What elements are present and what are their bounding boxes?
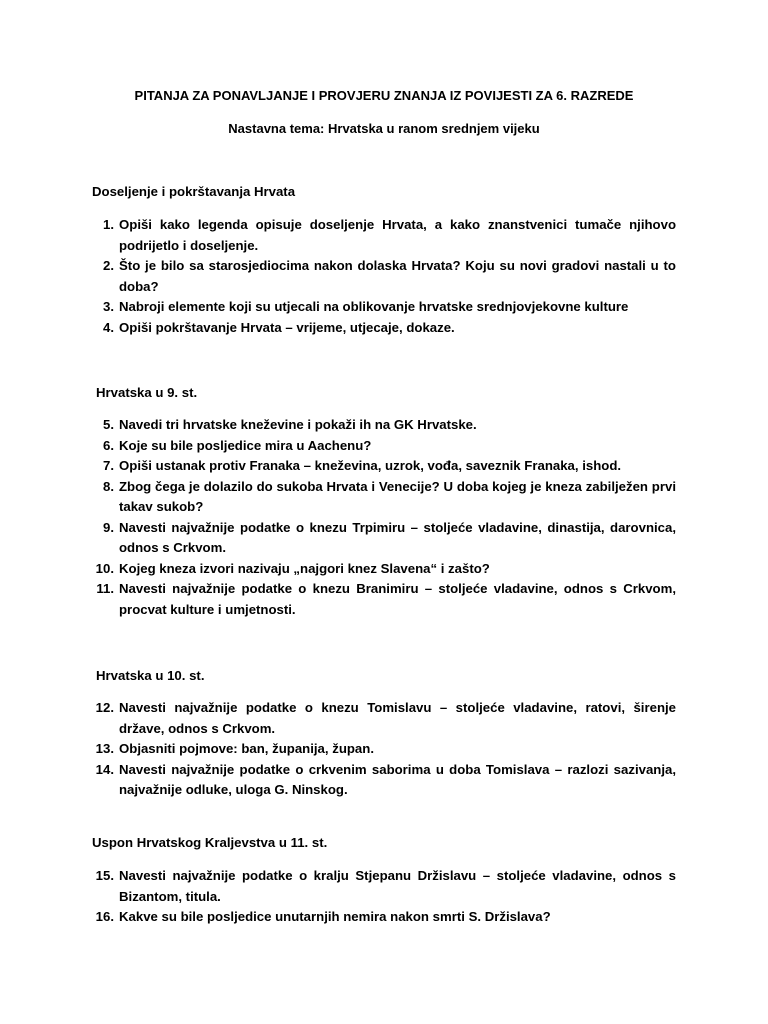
- item-number: 8.: [103, 478, 114, 494]
- list-item: [92, 559, 676, 580]
- item-number: 14.: [95, 761, 114, 777]
- item-text: Opiši pokrštavanje Hrvata – vrijeme, utjecaje, dokaze.: [119, 319, 455, 335]
- item-number: 10.: [95, 560, 114, 576]
- item-text: Kojeg kneza izvori nazivaju „najgori knez Slavena“ i zašto?: [119, 560, 490, 576]
- list-item: [92, 215, 676, 256]
- item-text: Navesti najvažnije podatke o knezu Trpimiru – stoljeće vladavine, dinastija, darovnica, odnos s Crkvom.: [119, 519, 676, 555]
- item-text: Navesti najvažnije podatke o crkvenim saborima u doba Tomislava – razlozi sazivanja, najvažnije odluke, uloga G. Ninskog.: [119, 761, 676, 797]
- item-text: Objasniti pojmove: ban, županija, župan.: [119, 741, 374, 756]
- item-number: 11.: [96, 581, 114, 596]
- item-text: Navesti najvažnije podatke o knezu Branimiru – stoljeće vladavine, odnos s Crkvom, procvat kulture i umjetnosti.: [119, 581, 676, 617]
- item-text: Koje su bile posljedice mira u Aachenu?: [119, 437, 372, 453]
- item-number: 16.: [95, 909, 114, 924]
- item-text: Kakve su bile posljedice unutarnjih nemira nakon smrti S. Držislava?: [119, 909, 551, 924]
- list-item: [92, 477, 676, 518]
- list-item: [92, 866, 676, 907]
- item-text: Što je bilo sa starosjediocima nakon dolaska Hrvata? Koju su novi gradovi nastali u to doba?: [119, 258, 676, 294]
- item-number: 13.: [95, 741, 114, 756]
- list-item: [92, 456, 676, 477]
- item-number: 9.: [103, 519, 114, 535]
- list-item: [92, 579, 676, 620]
- question-list: [92, 215, 676, 338]
- item-text: Zbog čega je dolazilo do sukoba Hrvata i Venecije? U doba kojeg je kneza zabilježen prvi takav sukob?: [119, 478, 676, 514]
- item-text: Opiši ustanak protiv Franaka – kneževina, uzrok, vođa, saveznik Franaka, ishod.: [119, 458, 622, 473]
- item-number: 5.: [103, 417, 114, 432]
- item-number: 3.: [103, 299, 114, 314]
- item-text: Nabroji elemente koji su utjecali na oblikovanje hrvatske srednjovjekovne kulture: [119, 299, 629, 314]
- item-number: 7.: [103, 458, 114, 473]
- item-text: Navesti najvažnije podatke o knezu Tomislavu – stoljeće vladavine, ratovi, širenje države, odnos s Crkvom.: [119, 700, 676, 736]
- item-text: Navesti najvažnije podatke o kralju Stjepanu Držislavu – stoljeće vladavine, odnos s Bizantom, titula.: [119, 868, 676, 904]
- question-list: [92, 415, 676, 620]
- item-number: 2.: [103, 258, 114, 273]
- list-item: [92, 297, 676, 318]
- document-title: PITANJA ZA PONAVLJANJE I PROVJERU ZNANJA IZ POVIJESTI ZA 6. RAZREDE: [134, 88, 634, 103]
- list-item: [92, 907, 676, 928]
- list-item: [92, 518, 676, 559]
- list-item: [92, 698, 676, 739]
- list-item: [92, 760, 676, 801]
- list-item: [92, 256, 676, 297]
- list-item: [92, 436, 676, 457]
- section-heading: Hrvatska u 10. st.: [96, 668, 205, 683]
- item-number: 15.: [95, 868, 114, 883]
- section-heading: Doseljenje i pokrštavanja Hrvata: [92, 184, 296, 199]
- question-list: [92, 866, 676, 928]
- item-text: Opiši kako legenda opisuje doseljenje Hrvata, a kako znanstvenici tumače njihovo podrijetlo i doseljenje.: [119, 217, 676, 253]
- question-list: [92, 698, 676, 801]
- item-number: 1.: [103, 217, 114, 232]
- list-item: [92, 318, 676, 339]
- list-item: [92, 739, 676, 760]
- document-subtitle: Nastavna tema: Hrvatska u ranom srednjem vijeku: [228, 121, 540, 136]
- item-number: 4.: [103, 319, 114, 335]
- section-heading: Uspon Hrvatskog Kraljevstva u 11. st.: [92, 835, 328, 850]
- list-item: [92, 415, 676, 436]
- item-text: Navedi tri hrvatske kneževine i pokaži ih na GK Hrvatske.: [119, 417, 477, 432]
- item-number: 12.: [95, 700, 114, 715]
- section-heading: Hrvatska u 9. st.: [96, 385, 198, 400]
- item-number: 6.: [103, 437, 114, 453]
